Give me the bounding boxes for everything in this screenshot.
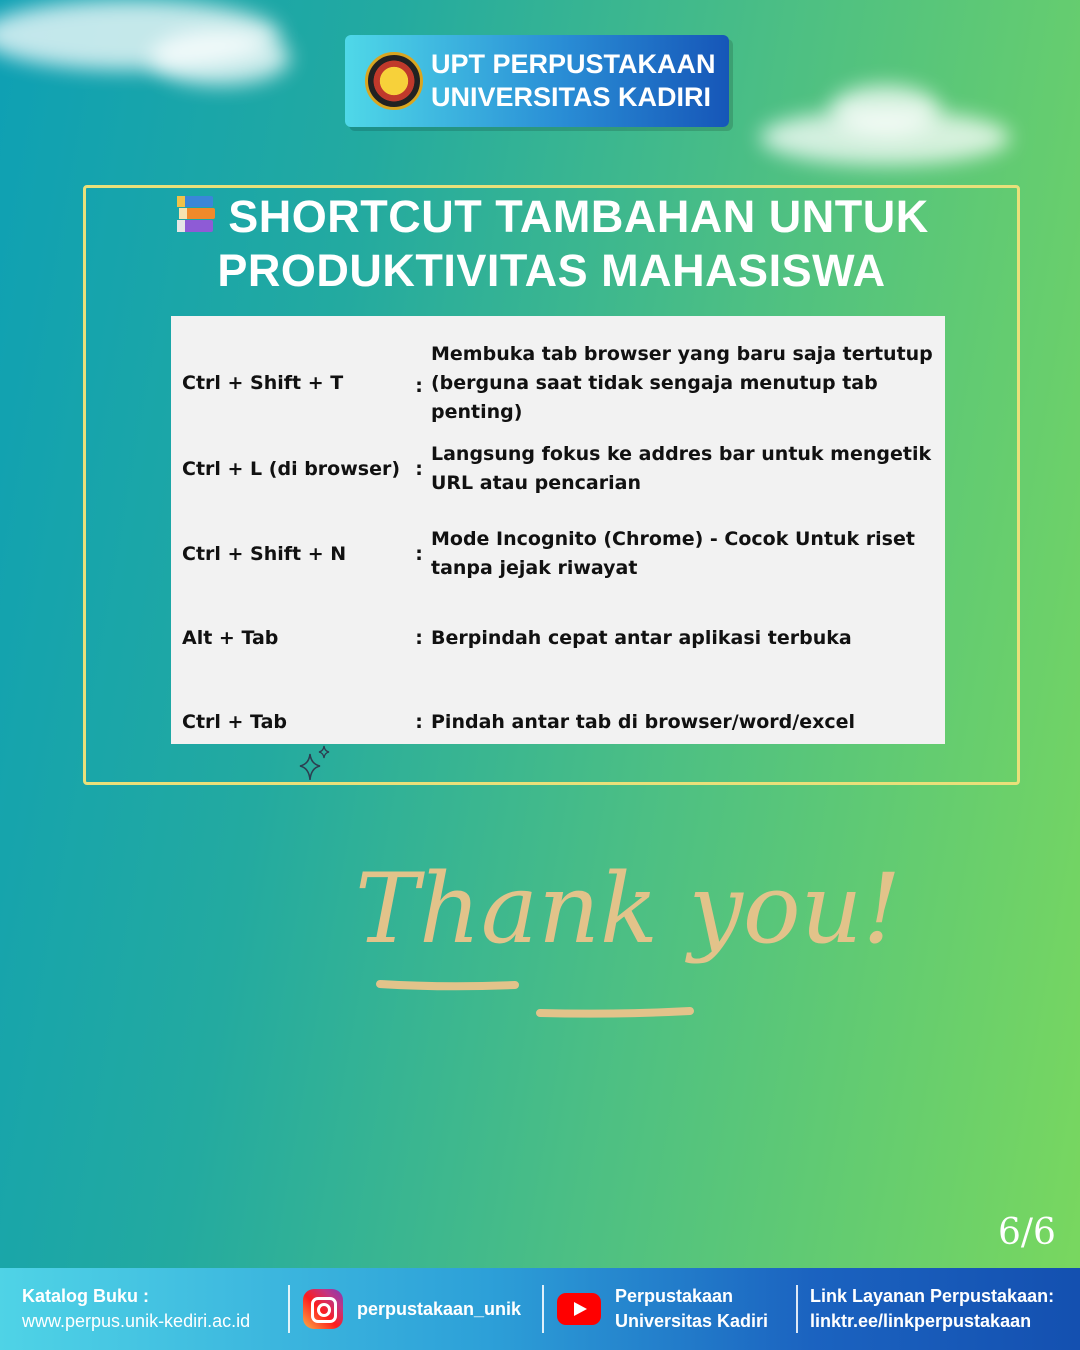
thank-you-text: Thank you! (355, 853, 902, 965)
page-title (83, 190, 1020, 298)
instagram-icon (303, 1289, 343, 1329)
catalog-link[interactable]: www.perpus.unik-kediri.ac.id (22, 1311, 251, 1331)
shortcut-description: Langsung fokus ke addres bar untuk mengetik URL atau pencarian (431, 443, 932, 494)
page-indicator: 6/6 (998, 1212, 1056, 1253)
header-badge (345, 35, 729, 127)
link-label: Link Layanan Perpustakaan: (810, 1286, 1055, 1306)
title-line1: SHORTCUT TAMBAHAN UNTUK (228, 191, 929, 242)
sparkle-icon (296, 744, 336, 784)
footer-linktree (798, 1268, 1080, 1350)
shortcut-description: Pindah antar tab di browser/word/excel (431, 710, 856, 733)
shortcut-colon: : (415, 458, 423, 480)
footer-youtube[interactable] (544, 1268, 796, 1350)
footer-catalog (0, 1268, 288, 1350)
shortcut-description: Mode Incognito (Chrome) - Cocok Untuk riset tanpa jejak riwayat (431, 528, 915, 579)
header-title (431, 48, 716, 114)
cloud-decoration-top-left-2 (150, 30, 290, 85)
shortcut-row (171, 524, 945, 584)
shortcut-description: Membuka tab browser yang baru saja tertutup (berguna saat tidak sengaja menutup tab penting) (431, 342, 933, 423)
header-line1: UPT PERPUSTAKAAN (431, 49, 716, 79)
cloud-decoration-right-2 (830, 85, 940, 135)
youtube-icon (557, 1293, 601, 1325)
thank-you-lettering (335, 830, 902, 1030)
shortcut-row (171, 707, 945, 737)
youtube-channel-line2: Universitas Kadiri (615, 1311, 769, 1331)
shortcut-key: Ctrl + Tab (182, 711, 287, 733)
footer-bar (0, 1268, 1080, 1350)
shortcut-key: Ctrl + Shift + N (182, 543, 347, 565)
shortcut-row (171, 623, 945, 653)
university-logo-icon (365, 52, 423, 110)
shortcut-key: Ctrl + Shift + T (182, 372, 344, 394)
shortcut-colon: : (415, 627, 423, 649)
linktree-link[interactable]: linktr.ee/linkperpustakaan (810, 1311, 1032, 1331)
shortcut-row (171, 439, 945, 499)
shortcut-colon: : (415, 543, 423, 565)
shortcut-colon: : (415, 711, 423, 733)
shortcut-row (171, 340, 945, 426)
instagram-handle[interactable]: perpustakaan_unik (357, 1298, 522, 1319)
catalog-label: Katalog Buku : (22, 1286, 150, 1306)
shortcut-colon: : (415, 375, 423, 397)
shortcut-key: Ctrl + L (di browser) (182, 458, 401, 480)
youtube-channel-line1: Perpustakaan (615, 1286, 734, 1306)
shortcut-description: Berpindah cepat antar aplikasi terbuka (431, 626, 852, 649)
shortcut-key: Alt + Tab (182, 627, 279, 649)
title-line2: PRODUKTIVITAS MAHASISWA (217, 245, 886, 296)
shortcuts-table (171, 316, 945, 744)
footer-instagram[interactable] (290, 1268, 542, 1350)
books-icon (174, 192, 218, 236)
header-line2: UNIVERSITAS KADIRI (431, 82, 712, 112)
